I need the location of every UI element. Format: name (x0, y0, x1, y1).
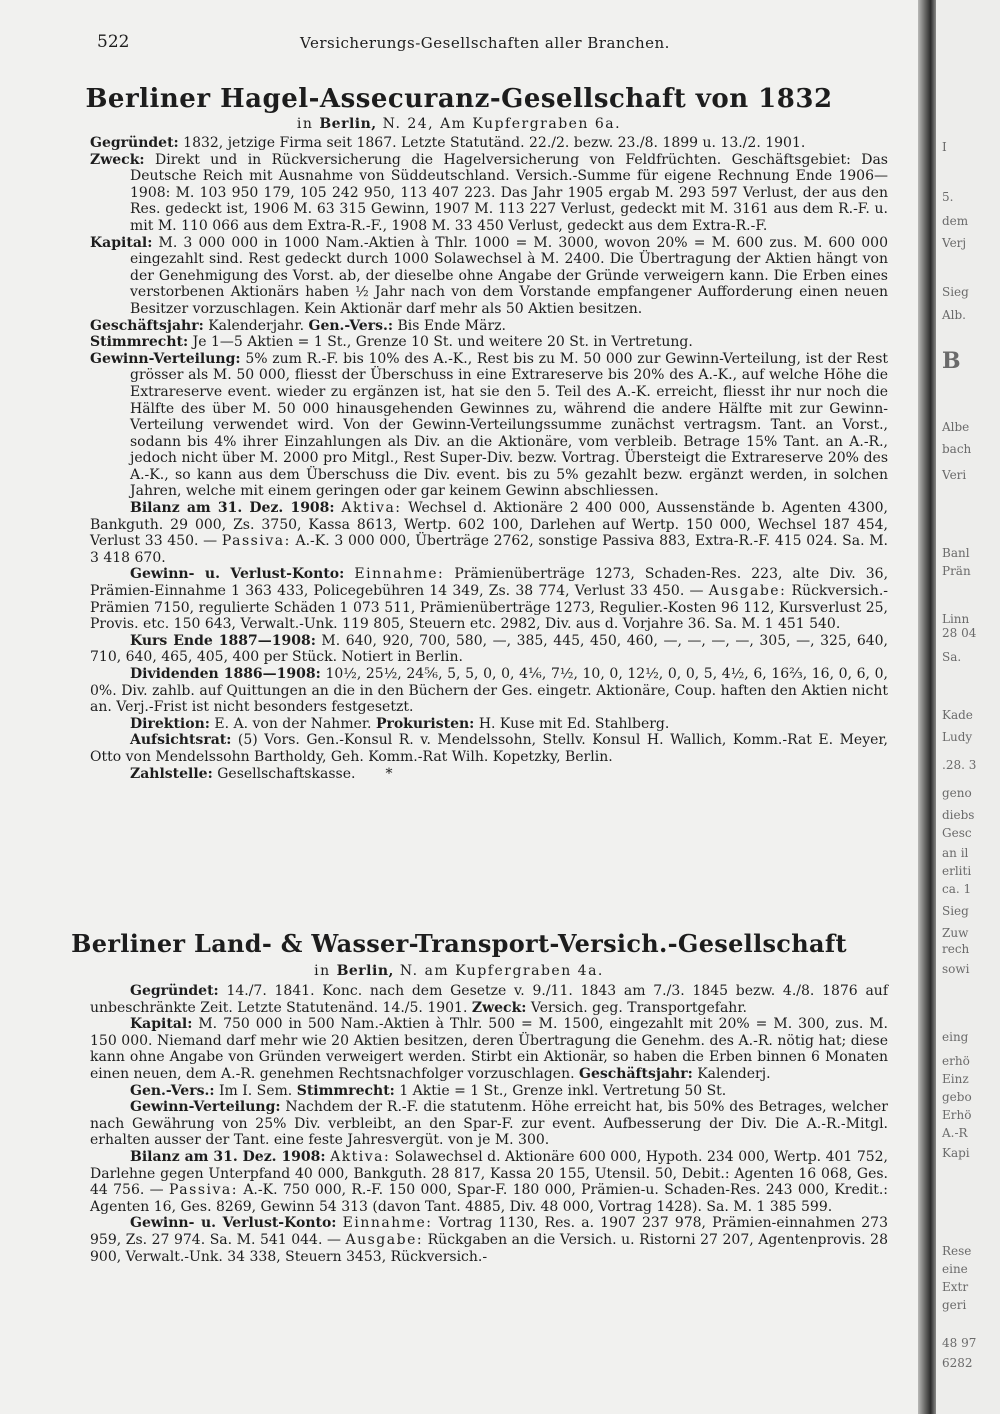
label: Zweck: (90, 151, 145, 168)
text: Direkt und in Rückversicherung die Hagelversicherung von Feldfrüchten. Geschäftsgebiet: Das Deutsche Reich mit Ausnahme von Süddeutschland. Versich.-Summe für eigene Rechnung Ende 1906—1908: M. 103 950 179, 105 242 950, 113 407 223. Das Jahr 1905 ergab M. 293 597 Verlust, der aus den Res. gedeckt ist, 1906 M. 63 315 Gewinn, 1907 M. 113 227 Verlust, gedeckt mit M. 3161 aus dem R.-F. u. mit M. 110 066 aus dem Extra-R.-F., 1908 M. 33 450 Verlust, gedeckt aus dem Extra-R.-F. (130, 151, 888, 234)
adjacent-page-fragment: Sieg (942, 904, 969, 918)
location-address: N. am Kupfergraben 4a. (399, 963, 604, 979)
adjacent-page-fragment: an il (942, 846, 969, 860)
adjacent-page-fragment: Verj (942, 236, 967, 250)
label: Gewinn-Verteilung: (130, 1099, 281, 1116)
text: 10½, 25½, 24⅚, 5, 5, 0, 0, 4⅙, 7½, 10, 0, 12½, 0, 0, 5, 4½, 6, 16⅔, 16, 0, 6, 0, 0%. Div. zahlb. auf Quittungen an die in den Büchern der Ges. eingetr. Aktionäre, Coup. haften den Aktien nicht an. Verj.-Frist ist nicht besonders festgesetzt. (90, 666, 888, 716)
text: Gesellschaftskasse. (217, 765, 356, 782)
adjacent-page-fragment: B (942, 348, 961, 374)
entry-gewinn-verteilung (90, 351, 888, 500)
text: Kalenderj. (697, 1065, 771, 1082)
section-1-title: Berliner Hagel-Assecuranz-Gesellschaft von 1832 (85, 84, 833, 114)
entry-geschaeftsjahr (90, 318, 888, 335)
label: Bilanz am 31. Dez. 1908: (130, 1148, 326, 1165)
text: Wechsel d. Aktionäre 2 400 000, Aussenstände b. Agenten 4300, Bankguth. 29 000, Zs. 3750, Kassa 8613, Wertp. 602 100, Darlehen auf Wertp. 150 000, Wechsel 187 454, Verlust 33 450. — (90, 500, 888, 550)
adjacent-page-fragment: rech (942, 942, 970, 956)
location-prefix: in (296, 116, 314, 132)
entry-aufsichtsrat (90, 732, 888, 765)
entry-kapital (90, 1016, 888, 1082)
label: Gewinn- u. Verlust-Konto: (130, 566, 345, 583)
text: Prämienüberträge 1273, Schaden-Res. 223, alte Div. 36, Prämien-Einnahme 1 363 433, Policegebühren 14 349, Zs. 38 774, Verlust 33 450. — (90, 566, 889, 600)
text: Rückgaben an die Versich. u. Ristorni 27 207, Agentenprovis. 28 900, Verwalt.-Unk. 34 338, Steuern 3453, Rückversich.- (90, 1231, 888, 1265)
running-title: Versicherungs-Gesellschaften aller Branchen. (300, 34, 670, 52)
adjacent-page-fragment: Kade (942, 708, 973, 722)
text: A.-K. 750 000, R.-F. 150 000, Spar-F. 180 000, Prämien-u. Schaden-Res. 243 000, Kredit.: Agenten 16, Ges. 8269, Gewinn 54 313 (davon Tant. 4885, Div. 48 000, Vortrag 1428). Sa. M. 1 385 599. (90, 1182, 889, 1215)
section-1-location (0, 116, 918, 132)
location-prefix: in (314, 963, 331, 979)
adjacent-page-fragment: geno (942, 786, 972, 800)
adjacent-page-fragment: bach (942, 442, 972, 456)
label: Direktion: (130, 715, 210, 732)
text: H. Kuse mit Ed. Stahlberg. (478, 715, 670, 732)
text: Kalenderjahr. (208, 317, 305, 334)
adjacent-page-fragment: 48 97 (942, 1336, 977, 1350)
adjacent-page-fragment: A.-R (942, 1126, 968, 1140)
adjacent-page-fragment: Extr (942, 1280, 969, 1294)
text: (5) Vors. Gen.-Konsul R. v. Mendelssohn, Stellv. Konsul H. Wallich, Komm.-Rat E. Meyer, Otto von Mendelssohn Bartholdy, Geh. Komm.-Rat Wilh. Kopetzky, Berlin. (90, 732, 889, 765)
entry-gewinn-verlust-konto (90, 566, 888, 632)
text: Einnahme: (354, 566, 445, 583)
adjacent-page-fragment: erliti (942, 864, 972, 878)
label: Geschäftsjahr: (90, 317, 204, 334)
adjacent-page-fragment: gebo (942, 1090, 972, 1104)
text: Je 1—5 Aktien = 1 St., Grenze 10 St. und weitere 20 St. in Vertretung. (192, 334, 693, 351)
text: Passiva: (169, 1182, 238, 1199)
adjacent-page-fragment: .28. 3 (942, 758, 977, 772)
text: 1 Aktie = 1 St., Grenze inkl. Vertretung 50 St. (399, 1082, 727, 1099)
adjacent-page-fragment: Sieg (942, 285, 969, 299)
adjacent-page-fragment: Einz (942, 1072, 969, 1086)
adjacent-page-fragment: ca. 1 (942, 882, 972, 896)
adjacent-page-fragment: Zuw (942, 926, 969, 940)
text: Nachdem der R.-F. die statutenm. Höhe erreicht hat, bis 50% des Betrages, welcher nach Gewährung von 25% Div. verbleibt, an den Spar-F. zur event. Aufbesserung der Div. Die A.-R.-Mitgl. erhalten ausser der Tant. eine feste Jahresvergüt. von je M. 300. (90, 1099, 889, 1149)
text: Ausgabe: (345, 1231, 424, 1248)
adjacent-page-fragment: dem (942, 214, 969, 228)
adjacent-page-fragment: 5. (942, 190, 954, 204)
text: M. 3 000 000 in 1000 Nam.-Aktien à Thlr. 1000 = M. 3000, wovon 20% = M. 600 zus. M. 600 000 eingezahlt sind. Rest gedeckt durch 1000 Solawechsel à M. 2400. Die Übertragung der Aktien hängt von der Genehmigung des Vorst. ab, der dieselbe ohne Angabe der Gründe verweigern kann. Die Erben eines verstorbenen Aktionärs haben ½ Jahr nach von dem Vorstande empfangener Aufforderung einen neuen Besitzer vorzuschlagen. Kein Aktionär darf mehr als 50 Aktien besitzen. (130, 234, 888, 317)
section-2-title: Berliner Land- & Wasser-Transport-Versich.-Gesellschaft (71, 929, 847, 958)
label: Zahlstelle: (130, 765, 213, 782)
entry-gen-vers (90, 1083, 888, 1100)
label: Gewinn-Verteilung: (90, 350, 241, 367)
label: Stimmrecht: (296, 1082, 395, 1099)
label: Stimmrecht: (90, 334, 189, 351)
entry-gewinn-verlust-konto (90, 1215, 888, 1265)
text: Aktiva: (341, 500, 402, 517)
text: Einnahme: (342, 1215, 433, 1232)
text: 1832, jetzige Firma seit 1867. Letzte Statutänd. 22./2. bezw. 23./8. 1899 u. 13./2. 1901. (183, 135, 806, 151)
page-number: 522 (97, 32, 130, 52)
label: Dividenden 1886—1908: (130, 666, 321, 682)
label: Kapital: (90, 234, 153, 251)
location-address: N. 24, Am Kupfergraben 6a. (382, 116, 622, 132)
adjacent-page-fragment: Ludy (942, 730, 973, 744)
adjacent-page-fragment: Erhö (942, 1108, 972, 1122)
adjacent-page-fragment: Banl (942, 546, 970, 560)
label: Prokuristen: (375, 715, 475, 732)
adjacent-page-fragment: 28 04 (942, 626, 977, 640)
text: 14./7. 1841. Konc. nach dem Gesetze v. 9./11. 1843 am 7./3. 1845 bezw. 4./8. 1876 auf unbeschränkte Zeit. Letzte Statutenänd. 14./5. 1901. (90, 983, 888, 1016)
adjacent-page-fragment: eing (942, 1030, 969, 1044)
text: M. 750 000 in 500 Nam.-Aktien à Thlr. 500 = M. 1500, eingezahlt mit 20% = M. 300, zus. M. 150 000. Niemand darf mehr wie 20 Aktien besitzen, deren Übertragung die Genehm. des A.-R. nötig hat; diese kann ohne Angabe von Gründen verweigert werden. Stirbt ein Aktionär, so haben die Erben binnen 6 Monaten einen neuen, dem A.-R. genehmen Rechtsnachfolger vorzuschlagen. (90, 1016, 889, 1082)
text: Vortrag 1130, Res. a. 1907 237 978, Prämien-einnahmen 273 959, Zs. 27 974. Sa. M. 541 044. — (90, 1215, 888, 1248)
text: A.-K. 3 000 000, Überträge 2762, sonstige Passiva 883, Extra-R.-F. 415 024. Sa. M. 3 418 670. (90, 533, 888, 566)
label: Aufsichtsrat: (130, 732, 232, 749)
entry-bilanz (90, 500, 888, 566)
section-2-body (90, 983, 888, 1265)
entry-gegruendet (90, 135, 888, 152)
entry-bilanz (90, 1149, 888, 1215)
entry-zahlstelle (90, 766, 888, 783)
adjacent-page-fragment: Albe (942, 420, 970, 434)
adjacent-page-fragment: Rese (942, 1244, 972, 1258)
text: Im I. Sem. (218, 1082, 293, 1099)
adjacent-page-fragment: Alb. (942, 308, 966, 322)
label: Zweck: (471, 999, 527, 1016)
text: Versich. geg. Transportgefahr. (530, 999, 747, 1016)
entry-gegruendet (90, 983, 888, 1016)
text: Ausgabe: (708, 583, 787, 600)
label: Kapital: (130, 1016, 193, 1033)
entry-kapital (90, 235, 888, 318)
entry-kurs (90, 633, 888, 666)
label: Gegründet: (90, 135, 179, 151)
entry-gewinn-verteilung (90, 1099, 888, 1149)
adjacent-page-fragment: Veri (942, 468, 967, 482)
label: Geschäftsjahr: (579, 1065, 693, 1082)
text: Passiva: (221, 533, 291, 550)
text: E. A. von der Nahmer. (214, 715, 372, 732)
adjacent-page-fragment: geri (942, 1298, 967, 1312)
entry-stimmrecht (90, 334, 888, 351)
section-2-location (0, 963, 918, 979)
adjacent-page-fragment: sowi (942, 962, 970, 976)
adjacent-page-fragment: Sa. (942, 650, 962, 664)
adjacent-page-fragment: Linn (942, 612, 970, 626)
entry-zweck (90, 152, 888, 235)
adjacent-page-fragment: erhö (942, 1054, 970, 1068)
adjacent-page-fragment: Gesc (942, 826, 972, 840)
adjacent-page-fragment: Kapi (942, 1146, 970, 1160)
adjacent-page-fragment: 6282 (942, 1356, 973, 1370)
label: Kurs Ende 1887—1908: (130, 632, 316, 649)
adjacent-page-edge (936, 0, 1000, 1414)
text: * (385, 765, 393, 782)
entry-dividenden (90, 666, 888, 716)
adjacent-page-fragment: diebs (942, 808, 975, 822)
adjacent-page-fragment: eine (942, 1262, 968, 1276)
text: Bis Ende März. (397, 317, 506, 334)
text: Rückversich.-Prämien 7150, regulierte Schäden 1 073 511, Prämienüberträge 1273, Regulier.-Kosten 96 112, Kursverlust 25, Provis. etc. 150 643, Verwalt.-Unk. 119 805, Steuern etc. 2982, Div. aus d. Vorjahre 36. Sa. M. 1 451 540. (90, 583, 888, 633)
section-1-body (90, 135, 888, 782)
location-city: Berlin, (319, 116, 377, 132)
text: Solawechsel d. Aktionäre 600 000, Hypoth. 234 000, Wertp. 401 752, Darlehne gegen Unterpfand 40 000, Bankguth. 28 817, Kassa 20 155, Utensil. 50, Debit.: Agenten 16 068, Ges. 44 756. — (90, 1148, 889, 1199)
adjacent-page-fragment: I (942, 140, 947, 154)
location-city: Berlin, (336, 963, 394, 979)
label: Bilanz am 31. Dez. 1908: (130, 500, 335, 517)
text: Aktiva: (330, 1148, 391, 1165)
book-gutter (918, 0, 936, 1414)
adjacent-page-fragment: Prän (942, 564, 971, 578)
text: 5% zum R.-F. bis 10% des A.-K., Rest bis zu M. 50 000 zur Gewinn-Verteilung, ist der Rest grösser als M. 50 000, fliesst der Überschuss in eine Extrareserve bis 20% des A.-K., auf welche Höhe die Extrareserve event. wieder zu ergänzen ist, hat sie den 5. Teil des A.-K. erreicht, fliesst ihr nur noch die Hälfte des über M. 50 000 hinausgehenden Gewinnes zu, während die andere Hälfte mit zur Gewinn-Verteilung verwendet wird. Von der Gewinn-Verteilungssumme zunächst vertragsm. Tant. an Vorst., sodann bis 4% ihrer Einzahlungen als Div. an die Aktionäre, vom verbleib. Betrage 15% Tant. an A.-R., jedoch nicht über M. 2000 pro Mitgl., Rest Super-Div. bezw. Vortrag. Übersteigt die Extrareserve 20% des A.-K., so kann aus dem Überschuss die Div. event. bis zu 5% gezahlt bezw. ergänzt werden, in solchen Jahren, welche mit einem geringen oder gar keinem Gewinn abschliessen. (130, 350, 888, 500)
label: Gegründet: (130, 983, 219, 999)
label: Gen.-Vers.: (308, 317, 393, 334)
label: Gewinn- u. Verlust-Konto: (130, 1215, 337, 1232)
text: M. 640, 920, 700, 580, —, 385, 445, 450, 460, —, —, —, —, 305, —, 325, 640, 710, 640, 465, 405, 400 per Stück. Notiert in Berlin. (90, 632, 888, 666)
entry-direktion (90, 716, 888, 733)
label: Gen.-Vers.: (130, 1082, 215, 1099)
